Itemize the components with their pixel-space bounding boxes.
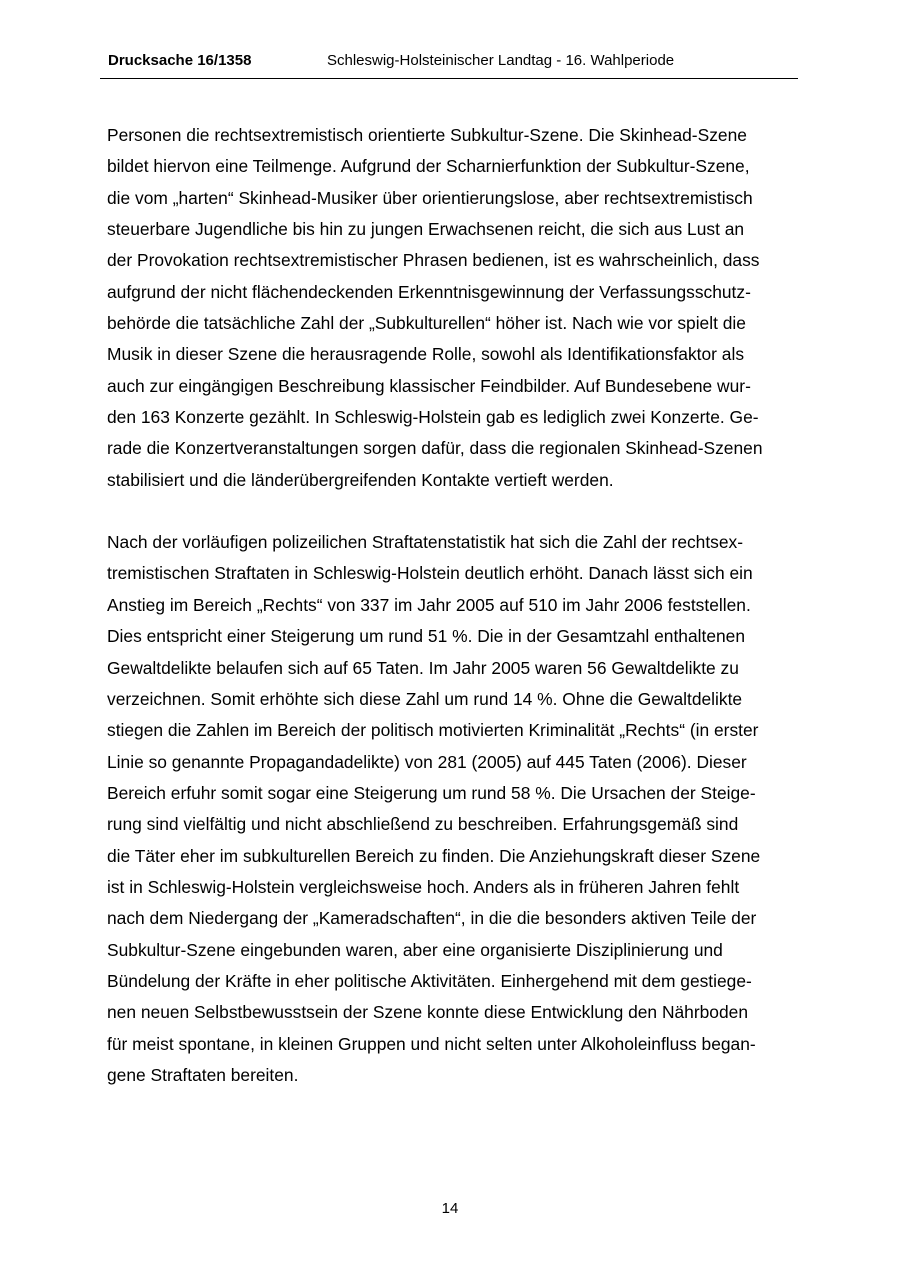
document-body [107,120,797,1122]
text-line: steuerbare Jugendliche bis hin zu jungen Erwachsenen reicht, die sich aus Lust an [107,219,745,240]
text-line: Musik in dieser Szene die herausragende Rolle, sowohl als Identifikationsfaktor als [107,344,745,365]
text-line: Nach der vorläufigen polizeilichen Straftatenstatistik hat sich die Zahl der rechtsex- [107,532,744,553]
text-line: den 163 Konzerte gezählt. In Schleswig-Holstein gab es lediglich zwei Konzerte. Ge- [107,407,759,428]
text-line: Bündelung der Kräfte in eher politische Aktivitäten. Einhergehend mit dem gestiege- [107,970,752,991]
text-line: nach dem Niedergang der „Kameradschaften“, in die die besonders aktiven Teile der [107,908,757,929]
text-line: gene Straftaten bereiten. [107,1064,299,1085]
text-line: bildet hiervon eine Teilmenge. Aufgrund der Scharnierfunktion der Subkultur-Szene, [107,156,750,177]
header-title: Schleswig-Holsteinischer Landtag - 16. Wahlperiode [327,52,675,69]
text-line: die vom „harten“ Skinhead-Musiker über orientierungslose, aber rechtsextremistisch [107,187,753,208]
page-header [100,52,798,79]
text-line: nen neuen Selbstbewusstsein der Szene konnte diese Entwicklung den Nährboden [107,1002,748,1023]
page-number: 14 [441,1200,459,1217]
text-line: Linie so genannte Propagandadelikte) von 281 (2005) auf 445 Taten (2006). Dieser [107,751,747,772]
text-line: der Provokation rechtsextremistischer Phrasen bedienen, ist es wahrscheinlich, dass [107,250,760,271]
paragraph-1 [107,120,797,496]
paragraph-2 [107,527,797,1091]
text-line: für meist spontane, in kleinen Gruppen und nicht selten unter Alkoholeinfluss began- [107,1033,756,1054]
text-line: ist in Schleswig-Holstein vergleichsweise hoch. Anders als in früheren Jahren fehlt [107,876,740,897]
text-line: tremistischen Straftaten in Schleswig-Holstein deutlich erhöht. Danach lässt sich ein [107,563,753,584]
text-line: verzeichnen. Somit erhöhte sich diese Zahl um rund 14 %. Ohne die Gewaltdelikte [107,688,743,709]
text-line: rade die Konzertveranstaltungen sorgen dafür, dass die regionalen Skinhead-Szenen [107,438,763,459]
text-line: Dies entspricht einer Steigerung um rund 51 %. Die in der Gesamtzahl enthaltenen [107,626,746,647]
text-line: behörde die tatsächliche Zahl der „Subkulturellen“ höher ist. Nach wie vor spielt die [107,313,746,334]
document-number: Drucksache 16/1358 [108,52,252,69]
text-line: rung sind vielfältig und nicht abschließend zu beschreiben. Erfahrungsgemäß sind [107,814,739,835]
text-line: stabilisiert und die länderübergreifenden Kontakte vertieft werden. [107,469,614,490]
text-line: die Täter eher im subkulturellen Bereich zu finden. Die Anziehungskraft dieser Szene [107,845,761,866]
text-line: stiegen die Zahlen im Bereich der politisch motivierten Kriminalität „Rechts“ (in erster [107,720,759,741]
text-line: Subkultur-Szene eingebunden waren, aber eine organisierte Disziplinierung und [107,939,723,960]
text-line: aufgrund der nicht flächendeckenden Erkenntnisgewinnung der Verfassungsschutz- [107,281,751,302]
text-line: auch zur eingängigen Beschreibung klassischer Feindbilder. Auf Bundesebene wur- [107,375,751,396]
text-line: Gewaltdelikte belaufen sich auf 65 Taten. Im Jahr 2005 waren 56 Gewaltdelikte zu [107,657,739,678]
text-line: Anstieg im Bereich „Rechts“ von 337 im Jahr 2005 auf 510 im Jahr 2006 feststellen. [107,594,751,615]
text-line: Bereich erfuhr somit sogar eine Steigerung um rund 58 %. Die Ursachen der Steige- [107,782,756,803]
text-line: Personen die rechtsextremistisch orientierte Subkultur-Szene. Die Skinhead-Szene [107,125,747,145]
